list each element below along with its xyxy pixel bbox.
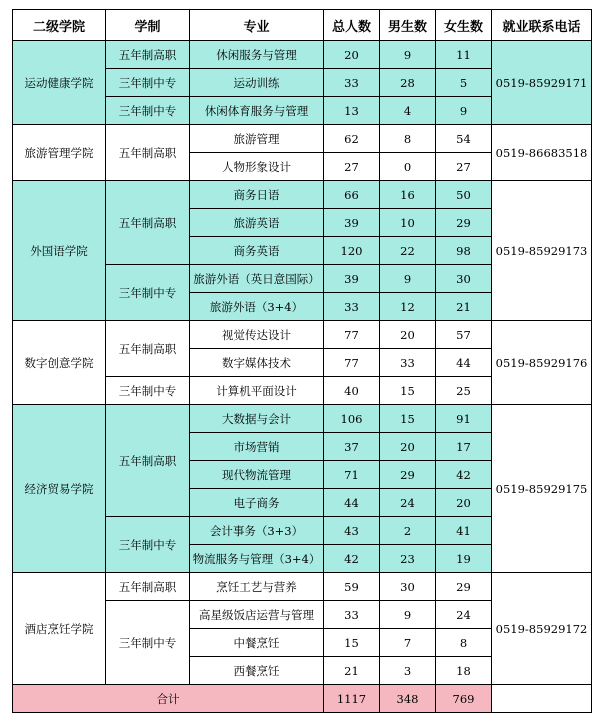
phone-cell: 0519-85929172 — [492, 573, 592, 685]
total-cell: 44 — [324, 489, 380, 517]
major-cell: 市场营销 — [190, 433, 324, 461]
major-cell: 旅游管理 — [190, 125, 324, 153]
total-cell: 62 — [324, 125, 380, 153]
table-row — [13, 573, 592, 601]
table-row — [13, 405, 592, 433]
total-cell: 106 — [324, 405, 380, 433]
male-cell: 3 — [380, 657, 436, 685]
female-cell: 91 — [436, 405, 492, 433]
table-row — [13, 41, 592, 69]
table-row — [13, 321, 592, 349]
system-cell: 三年制中专 — [106, 601, 190, 685]
female-cell: 30 — [436, 265, 492, 293]
phone-cell: 0519-85929175 — [492, 405, 592, 573]
header-total: 总人数 — [324, 10, 380, 41]
female-cell: 21 — [436, 293, 492, 321]
male-cell: 8 — [380, 125, 436, 153]
major-cell: 数字媒体技术 — [190, 349, 324, 377]
system-cell: 三年制中专 — [106, 517, 190, 573]
male-cell: 9 — [380, 601, 436, 629]
total-cell: 43 — [324, 517, 380, 545]
female-cell: 9 — [436, 97, 492, 125]
female-cell: 42 — [436, 461, 492, 489]
male-cell: 12 — [380, 293, 436, 321]
totals-label: 合计 — [13, 685, 324, 713]
phone-cell: 0519-85929176 — [492, 321, 592, 405]
female-cell: 98 — [436, 237, 492, 265]
major-cell: 休闲体育服务与管理 — [190, 97, 324, 125]
total-cell: 13 — [324, 97, 380, 125]
male-cell: 22 — [380, 237, 436, 265]
male-cell: 9 — [380, 265, 436, 293]
header-male: 男生数 — [380, 10, 436, 41]
system-cell: 五年制高职 — [106, 573, 190, 601]
total-cell: 33 — [324, 69, 380, 97]
female-cell: 41 — [436, 517, 492, 545]
major-cell: 商务日语 — [190, 181, 324, 209]
header-row — [13, 10, 592, 41]
totals-male: 348 — [380, 685, 436, 713]
totals-phone-empty — [492, 685, 592, 713]
system-cell: 五年制高职 — [106, 321, 190, 377]
female-cell: 20 — [436, 489, 492, 517]
female-cell: 11 — [436, 41, 492, 69]
college-cell: 运动健康学院 — [13, 41, 106, 125]
major-cell: 高星级饭店运营与管理 — [190, 601, 324, 629]
total-cell: 33 — [324, 293, 380, 321]
table-row — [13, 125, 592, 153]
total-cell: 15 — [324, 629, 380, 657]
total-cell: 39 — [324, 209, 380, 237]
total-cell: 21 — [324, 657, 380, 685]
college-cell: 旅游管理学院 — [13, 125, 106, 181]
system-cell: 五年制高职 — [106, 125, 190, 181]
total-cell: 20 — [324, 41, 380, 69]
female-cell: 17 — [436, 433, 492, 461]
male-cell: 15 — [380, 405, 436, 433]
female-cell: 44 — [436, 349, 492, 377]
totals-row — [13, 685, 592, 713]
college-cell: 酒店烹饪学院 — [13, 573, 106, 685]
male-cell: 9 — [380, 41, 436, 69]
female-cell: 57 — [436, 321, 492, 349]
female-cell: 18 — [436, 657, 492, 685]
major-cell: 人物形象设计 — [190, 153, 324, 181]
male-cell: 20 — [380, 433, 436, 461]
total-cell: 33 — [324, 601, 380, 629]
college-cell: 数字创意学院 — [13, 321, 106, 405]
major-cell: 商务英语 — [190, 237, 324, 265]
totals-female: 769 — [436, 685, 492, 713]
major-cell: 会计事务（3+3） — [190, 517, 324, 545]
total-cell: 66 — [324, 181, 380, 209]
header-phone: 就业联系电话 — [492, 10, 592, 41]
male-cell: 30 — [380, 573, 436, 601]
male-cell: 7 — [380, 629, 436, 657]
system-cell: 五年制高职 — [106, 181, 190, 265]
female-cell: 19 — [436, 545, 492, 573]
male-cell: 24 — [380, 489, 436, 517]
header-major: 专业 — [190, 10, 324, 41]
total-cell: 59 — [324, 573, 380, 601]
total-cell: 71 — [324, 461, 380, 489]
table-row — [13, 181, 592, 209]
female-cell: 54 — [436, 125, 492, 153]
female-cell: 50 — [436, 181, 492, 209]
major-cell: 旅游外语（3+4） — [190, 293, 324, 321]
header-system: 学制 — [106, 10, 190, 41]
major-cell: 中餐烹饪 — [190, 629, 324, 657]
header-female: 女生数 — [436, 10, 492, 41]
major-cell: 旅游外语（英日意国际） — [190, 265, 324, 293]
major-cell: 休闲服务与管理 — [190, 41, 324, 69]
system-cell: 五年制高职 — [106, 405, 190, 517]
major-cell: 运动训练 — [190, 69, 324, 97]
total-cell: 77 — [324, 321, 380, 349]
male-cell: 20 — [380, 321, 436, 349]
total-cell: 77 — [324, 349, 380, 377]
male-cell: 0 — [380, 153, 436, 181]
major-cell: 视觉传达设计 — [190, 321, 324, 349]
major-cell: 西餐烹饪 — [190, 657, 324, 685]
major-cell: 现代物流管理 — [190, 461, 324, 489]
totals-total: 1117 — [324, 685, 380, 713]
male-cell: 15 — [380, 377, 436, 405]
male-cell: 4 — [380, 97, 436, 125]
major-cell: 大数据与会计 — [190, 405, 324, 433]
system-cell: 五年制高职 — [106, 41, 190, 69]
female-cell: 24 — [436, 601, 492, 629]
system-cell: 三年制中专 — [106, 97, 190, 125]
female-cell: 25 — [436, 377, 492, 405]
male-cell: 10 — [380, 209, 436, 237]
male-cell: 23 — [380, 545, 436, 573]
system-cell: 三年制中专 — [106, 69, 190, 97]
phone-cell: 0519-86683518 — [492, 125, 592, 181]
male-cell: 2 — [380, 517, 436, 545]
major-cell: 计算机平面设计 — [190, 377, 324, 405]
male-cell: 33 — [380, 349, 436, 377]
major-cell: 物流服务与管理（3+4） — [190, 545, 324, 573]
enrollment-table — [12, 9, 592, 713]
college-cell: 外国语学院 — [13, 181, 106, 321]
total-cell: 27 — [324, 153, 380, 181]
female-cell: 8 — [436, 629, 492, 657]
system-cell: 三年制中专 — [106, 377, 190, 405]
female-cell: 29 — [436, 209, 492, 237]
total-cell: 40 — [324, 377, 380, 405]
phone-cell: 0519-85929173 — [492, 181, 592, 321]
female-cell: 5 — [436, 69, 492, 97]
male-cell: 28 — [380, 69, 436, 97]
major-cell: 电子商务 — [190, 489, 324, 517]
total-cell: 39 — [324, 265, 380, 293]
major-cell: 旅游英语 — [190, 209, 324, 237]
female-cell: 27 — [436, 153, 492, 181]
college-cell: 经济贸易学院 — [13, 405, 106, 573]
male-cell: 16 — [380, 181, 436, 209]
major-cell: 烹饪工艺与营养 — [190, 573, 324, 601]
total-cell: 120 — [324, 237, 380, 265]
male-cell: 29 — [380, 461, 436, 489]
female-cell: 29 — [436, 573, 492, 601]
total-cell: 37 — [324, 433, 380, 461]
system-cell: 三年制中专 — [106, 265, 190, 321]
phone-cell: 0519-85929171 — [492, 41, 592, 125]
total-cell: 42 — [324, 545, 380, 573]
header-college: 二级学院 — [13, 10, 106, 41]
